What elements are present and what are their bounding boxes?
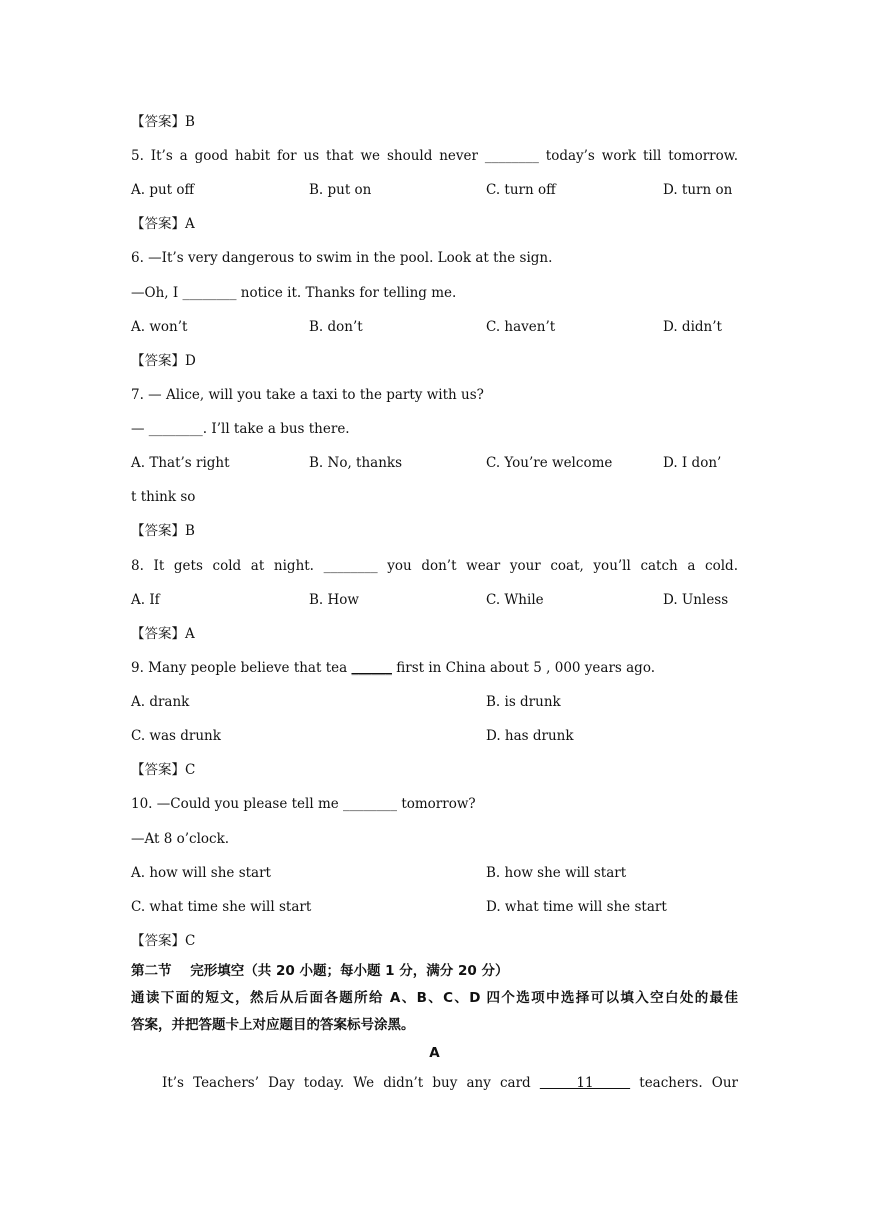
q10-option-a: A. how will she start — [131, 865, 271, 881]
q8-option-c: C. While — [486, 592, 544, 608]
question-7-line-1: 7. — Alice, will you take a taxi to the party with us? — [131, 387, 484, 403]
q9-option-d: D. has drunk — [486, 728, 574, 744]
answer-6: 【答案】D — [131, 353, 196, 369]
q7-option-d: D. I don’ — [663, 455, 722, 471]
answer-7: 【答案】B — [131, 523, 195, 539]
q10-option-d: D. what time will she start — [486, 899, 667, 915]
q9-blank: ______ — [351, 660, 392, 676]
q8-option-b: B. How — [309, 592, 359, 608]
passage-text-before: It’s Teachers’ Day today. We didn’t buy any card — [162, 1075, 540, 1091]
q7-option-b: B. No, thanks — [309, 455, 402, 471]
question-6-line-2: —Oh, I ________ notice it. Thanks for telling me. — [131, 285, 457, 301]
q9-option-c: C. was drunk — [131, 728, 221, 744]
question-7-line-2: — ________. I’ll take a bus there. — [131, 421, 350, 437]
section-instruction-line-1: 通读下面的短文，然后从后面各题所给 A、B、C、D 四个选项中选择可以填入空白处的最佳 — [131, 990, 738, 1006]
question-6-line-1: 6. —It’s very dangerous to swim in the pool. Look at the sign. — [131, 250, 553, 266]
q6-option-d: D. didn’t — [663, 319, 722, 335]
question-10-line-1: 10. —Could you please tell me ________ tomorrow? — [131, 796, 476, 812]
passage-text-after: teachers. Our — [630, 1075, 738, 1091]
q8-option-a: A. If — [131, 592, 160, 608]
q7-option-d-wrap: t think so — [131, 489, 196, 505]
section-instruction-line-2: 答案，并把答题卡上对应题目的答案标号涂黑。 — [131, 1017, 415, 1033]
q7-option-a: A. That’s right — [131, 455, 230, 471]
answer-8: 【答案】A — [131, 626, 195, 642]
q5-option-a: A. put off — [131, 182, 195, 198]
q7-option-c: C. You’re welcome — [486, 455, 613, 471]
q9-option-b: B. is drunk — [486, 694, 561, 710]
q6-option-a: A. won’t — [131, 319, 188, 335]
answer-4: 【答案】B — [131, 114, 195, 130]
q9-text-before: 9. Many people believe that tea — [131, 660, 352, 676]
q5-option-d: D. turn on — [663, 182, 733, 198]
q5-option-b: B. put on — [309, 182, 372, 198]
passage-line-1 — [162, 1073, 738, 1093]
section-title: 第二节 完形填空（共 20 小题；每小题 1 分，满分 20 分） — [131, 963, 509, 979]
q10-option-b: B. how she will start — [486, 865, 627, 881]
q10-option-c: C. what time she will start — [131, 899, 312, 915]
q6-option-b: B. don’t — [309, 319, 363, 335]
question-8: 8. It gets cold at night. ________ you don’t wear your coat, you’ll catch a cold. — [131, 558, 738, 574]
q5-option-c: C. turn off — [486, 182, 556, 198]
question-9 — [131, 658, 738, 678]
q8-option-d: D. Unless — [663, 592, 729, 608]
answer-10: 【答案】C — [131, 933, 196, 949]
q9-option-a: A. drank — [131, 694, 190, 710]
q6-option-c: C. haven’t — [486, 319, 556, 335]
answer-5: 【答案】A — [131, 216, 195, 232]
question-10-line-2: —At 8 o’clock. — [131, 831, 230, 847]
passage-blank-11: 11 — [539, 1075, 631, 1091]
answer-9: 【答案】C — [131, 762, 196, 778]
passage-label: A — [429, 1045, 440, 1061]
question-5: 5. It’s a good habit for us that we should never ________ today’s work till tomorrow. — [131, 148, 738, 164]
q9-text-after: first in China about 5 , 000 years ago. — [391, 660, 656, 676]
